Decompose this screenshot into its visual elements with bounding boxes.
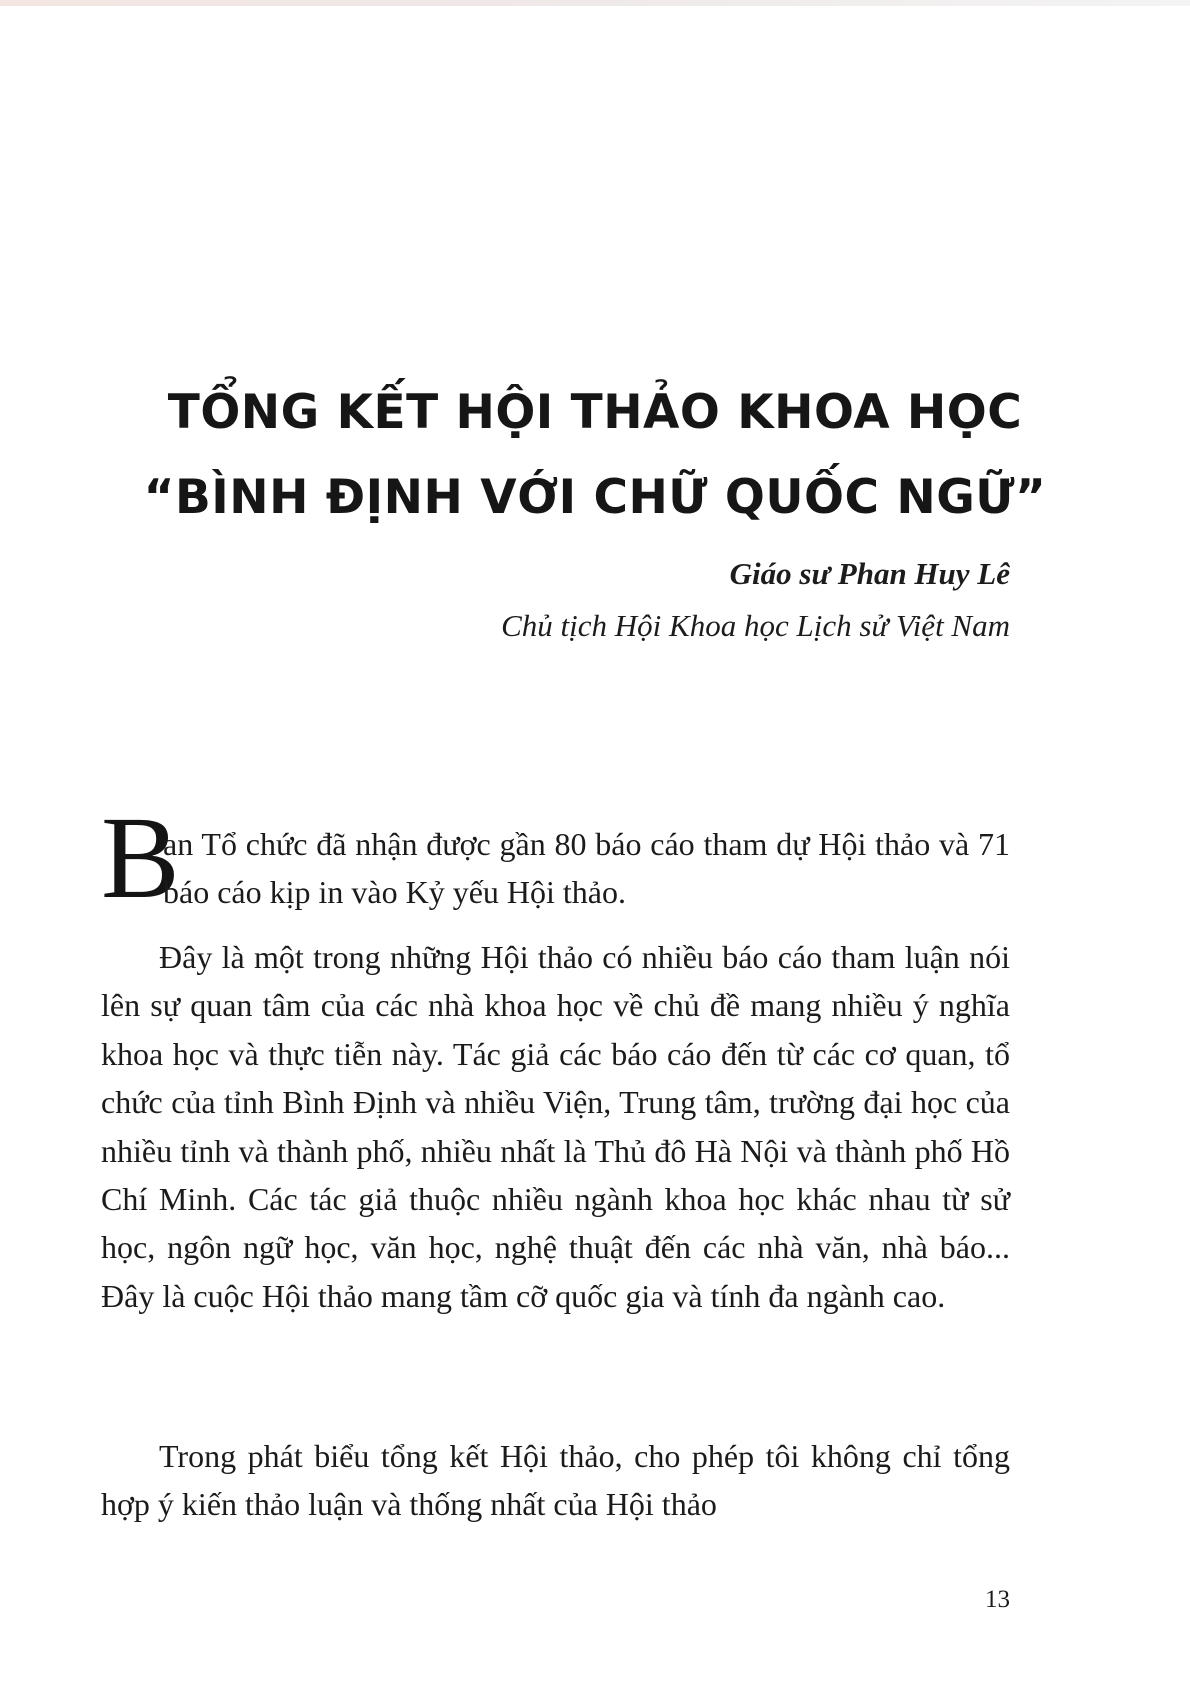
drop-cap: B: [101, 792, 180, 923]
paragraph-3: Trong phát biểu tổng kết Hội thảo, cho phép tôi không chỉ tổng hợp ý kiến thảo luận và thống nhất của Hội thảo: [101, 1438, 1010, 1523]
author-block: [501, 548, 1010, 652]
page-number: 13: [985, 1586, 1010, 1613]
chapter-title-line-1: TỔNG KẾT HỘI THẢO KHOA HỌC: [167, 385, 1023, 440]
author-name: Giáo sư Phan Huy Lê: [729, 556, 1010, 591]
chapter-title-line-2: “BÌNH ĐỊNH VỚI CHỮ QUỐC NGỮ”: [143, 470, 1047, 525]
author-position: Chủ tịch Hội Khoa học Lịch sử Việt Nam: [501, 608, 1010, 643]
page-top-edge: [0, 0, 1190, 6]
paragraph-2: Đây là một trong những Hội thảo có nhiều báo cáo tham luận nói lên sự quan tâm của các nhà khoa học về chủ đề mang nhiều ý nghĩa khoa học và thực tiễn này. Tác giả các báo cáo đến từ các cơ quan, tổ chức của tỉnh Bình Định và nhiều Viện, Trung tâm, trường đại học của nhiều tỉnh và thành phố, nhiều nhất là Thủ đô Hà Nội và thành phố Hồ Chí Minh. Các tác giả thuộc nhiều ngành khoa học khác nhau từ sử học, ngôn ngữ học, văn học, nghệ thuật đến các nhà văn, nhà báo... Đây là cuộc Hội thảo mang tầm cỡ quốc gia và tính đa ngành cao.: [101, 939, 1010, 1314]
paragraph-1: an Tổ chức đã nhận được gần 80 báo cáo tham dự Hội thảo và 71 báo cáo kịp in vào Kỷ yếu Hội thảo.: [163, 826, 1010, 911]
